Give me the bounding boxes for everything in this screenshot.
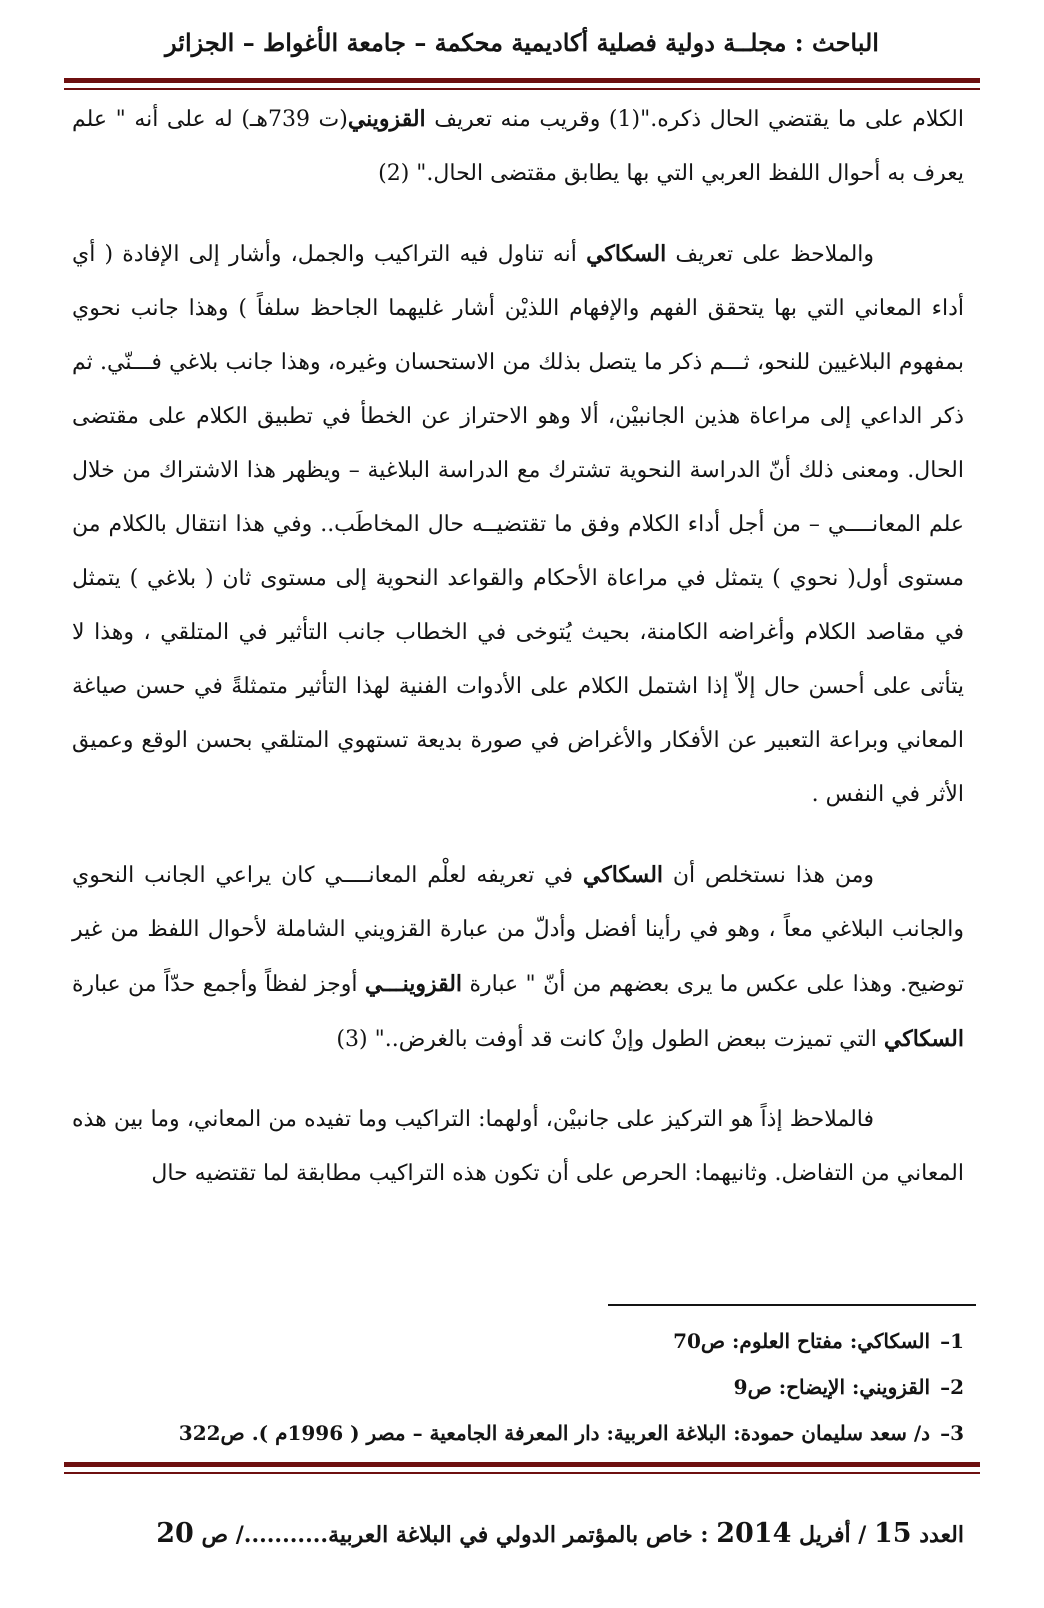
text-run: أنه تناول فيه التراكيب والجمل، وأشار إلى الإفادة ( أي أداء المعاني التي بها يتحقق الفهم والإفهام اللذيْن أشار غليهما الجاحظ سلفاً ) وهذا جانب نحوي بمفهوم البلاغيين للنحو، ثـــم ذكر ما يتصل بذلك من الاستحسان وغيره، وهذا جانب بلاغي فـــنّي. ثم ذكر الداعي إلى مراعاة هذين الجانبيْن، ألا وهو الاحتراز عن الخطأ في تطبيق الكلام على مقتضى الحال. ومعنى ذلك أنّ الدراسة النحوية تشترك مع الدراسة البلاغية – ويظهر هذا الاشتراك من خلال علم المعانــــي – من أجل أداء الكلام وفق ما تقتضيــه حال المخاطَب.. وفي هذا انتقال بالكلام من مستوى أول( نحوي ) يتمثل في مراعاة الأحكام والقواعد النحوية إلى مستوى ثان ( بلاغي ) يتمثل في مقاصد الكلام وأغراضه الكامنة، بحيث يُتوخى في الخطاب جانب التأثير في المتلقي ، وهذا لا يتأتى على أحسن حال إلاّ إذا اشتمل الكلام على الأدوات الفنية لهذا التأثير متمثلةً في حسن صياغة المعاني وبراعة التعبير عن الأفكار والأغراض في صورة بديعة تستهوي المتلقي بحسن الوقع وعميق الأثر في النفس . [72,242,965,807]
footnote-number: 3– [940,1421,964,1445]
footnotes [72,1318,964,1456]
text-run: التي تميزت ببعض الطول وإنْ كانت قد أوفت بالغرض.." (3) [336,1027,884,1052]
footnote-item [72,1364,964,1410]
footnote-item [72,1318,964,1364]
bold-name: القزوينـــي [364,971,463,997]
article-body [72,92,964,1201]
running-header: الباحث : مجلــة دولية فصلية أكاديمية محكمة – جامعة الأغواط – الجزائر [165,28,879,57]
page-number: 20 [156,1518,194,1549]
footnote-number: 1– [940,1329,964,1353]
bold-name: السكاكي [883,1026,964,1052]
text-run: فالملاحظ إذاً هو التركيز على جانبيْن، أولهما: التراكيب وما تفيده من المعاني، وما بين هذه المعاني من التفاضل. وثانيهما: الحرص على أن تكون هذه التراكيب مطابقة لما تقتضيه حال [72,1107,964,1186]
footnote-text: السكاكي: مفتاح العلوم: ص70 [673,1329,931,1353]
text-run: الكلام على ما يقتضي الحال ذكره."(1) وقريب منه تعريف [425,107,964,132]
footer-rule-thick [64,1462,980,1467]
issue-year: 2014 [716,1518,792,1549]
bold-name: السكاكي [582,862,664,888]
footnote-text: د/ سعد سليمان حمودة: البلاغة العربية: دار المعرفة الجامعية – مصر ( 1996م ). ص322 [178,1421,931,1445]
paragraph [72,92,964,201]
text-run: ومن هذا نستخلص أن [663,863,874,888]
footer-dots: ........... [243,1522,329,1548]
paragraph [72,848,964,1067]
text-run: في تعريفه لعلْم المعانــــي كان يراعي الجانب النحوي والجانب البلاغي معاً ، وهو في رأينا أفضل وأدلّ من عبارة القزويني الشاملة لأحوال اللفظ من غير توضيح. وهذا على عكس ما يرى بعضهم من أنّ " عبارة [72,863,964,997]
page-label: ص [201,1522,229,1548]
page-footer: العدد 15 / أفريل 2014 : خاص بالمؤتمر الدولي في البلاغة العربية.........../ ص 20 [156,1518,964,1549]
text-run: أوجز لفظاً وأجمع حدّاً من عبارة [72,972,365,997]
footnote-number: 2– [940,1375,964,1399]
header-rule-thin [64,88,980,90]
bold-name: القزويني [347,106,426,132]
paragraph [72,1093,964,1201]
footnote-item [72,1410,964,1456]
footer-rule-thin [64,1472,980,1474]
text-run: والملاحظ على تعريف [666,242,875,267]
bold-name: السكاكي [586,241,667,267]
issue-number: 15 [873,1518,912,1549]
issue-month: أفريل [799,1522,851,1548]
paragraph [72,227,964,822]
header-rule-thick [64,78,980,83]
special-issue-text: خاص بالمؤتمر الدولي في البلاغة العربية [328,1522,693,1548]
footnote-separator [608,1304,976,1306]
text-run: (ت 739هـ) له على أنه " علم يعرف به أحوال اللفظ العربي التي بها يطابق مقتضى الحال." (2) [72,107,964,186]
footnote-text: القزويني: الإيضاح: ص9 [733,1375,931,1399]
issue-label: العدد [919,1522,964,1548]
